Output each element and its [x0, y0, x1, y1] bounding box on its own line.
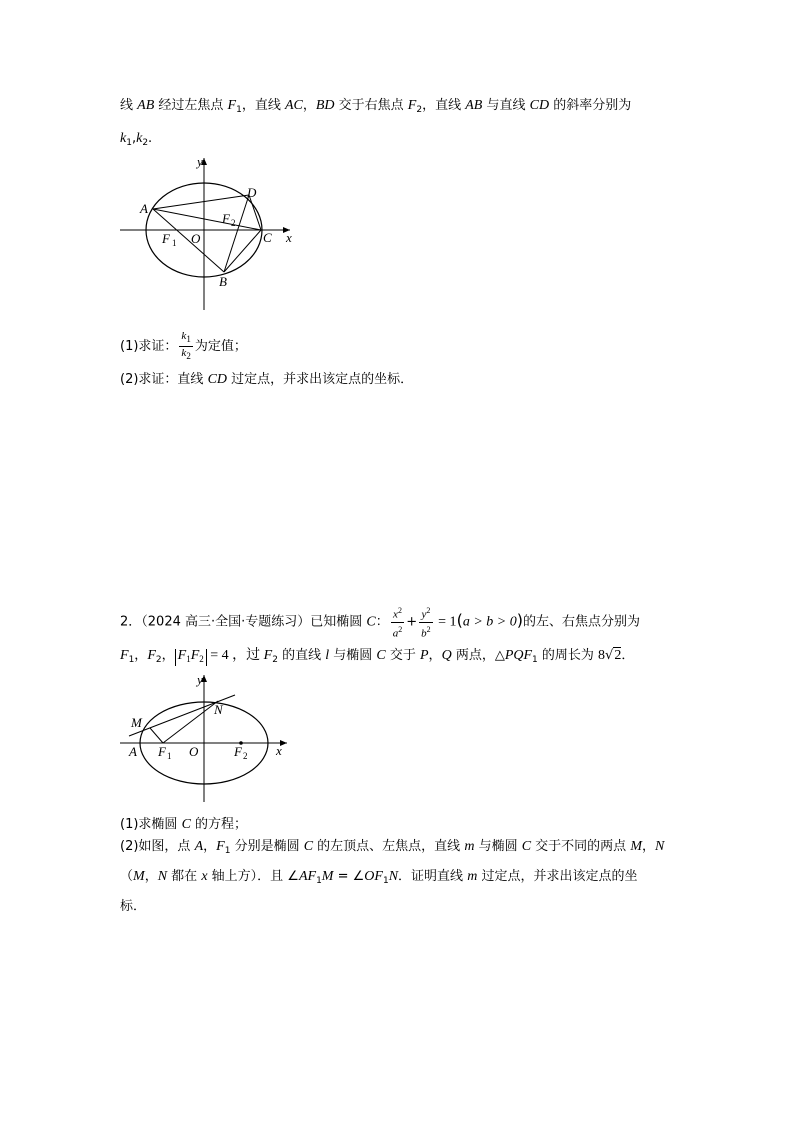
fig2-label-F1-sub: 1 — [167, 751, 172, 761]
p2-line-2: $F_1$，$F_2$， $F_1F_2 = 4$ ，过 $F_2$ 的直线 l 与椭圆 C 交于 P，Q 两点，$\triangle PQF_1$ 的周长为 8√2． — [120, 648, 635, 665]
p1-line-1: 线 AB 经过左焦点 $F_1$，直线 AC，BD 交于右焦点 $F_2$，直线 AB 与直线 CD 的斜率分别为 — [120, 98, 632, 115]
fig1-label-F1-sub: 1 — [172, 238, 177, 248]
fig2-label-F2: F — [234, 744, 242, 759]
p1-line-2: $k_1,k_2$. — [120, 131, 153, 148]
p2-question-2-line-3: 标． — [120, 899, 147, 914]
fig2-label-O: O — [189, 744, 199, 759]
p2-question-2-line-2: （M，N 都在 x 轴上方）．且 $\angle AF_1M$ = $\angle OF_1N$．证明直线 m 过定点，并求出该定点的坐 — [120, 869, 638, 886]
p2-line-1: 2．（2024 高三·全国·专题练习）已知椭圆 C： $\frac{x^2}{a^2}$ + $\frac{y^2}{b^2}$ = 1(a > b > 0)的左、右焦点分别为 — [120, 606, 640, 640]
fig1-label-F2: F — [222, 211, 230, 226]
fig2-label-A: A — [129, 744, 137, 759]
line-MF1 — [150, 728, 163, 743]
ellipse-figure-2 — [115, 670, 295, 805]
fig1-label-B: B — [219, 274, 227, 289]
p1-question-1: (1)求证： $\frac{k_1}{k_2}$ 为定值； — [120, 330, 247, 361]
fraction-k1-k2: $\frac{k_1}{k_2}$ — [181, 330, 191, 361]
fig2-label-x: x — [276, 743, 282, 758]
fig1-label-F2-sub: 2 — [231, 218, 236, 228]
fig2-label-F1: F — [158, 744, 166, 759]
fig1-label-y: y — [197, 154, 203, 169]
fig1-label-C: C — [263, 230, 272, 245]
line-CD — [249, 195, 261, 230]
p1-question-2: (2)求证：直线 CD 过定点，并求出该定点的坐标． — [120, 372, 414, 387]
fig1-label-F1: F — [162, 231, 170, 246]
fig1-label-x: x — [286, 230, 292, 245]
ellipse-figure-1 — [115, 150, 305, 315]
fig2-label-N: N — [214, 702, 223, 717]
line-AD — [153, 195, 249, 209]
fig1-label-D: D — [247, 185, 257, 200]
fig1-label-O: O — [191, 231, 201, 246]
fig1-label-A: A — [140, 201, 148, 216]
fig2-label-y: y — [197, 672, 203, 687]
p2-question-2-line-1: (2)如图，点 A，$F_1$ 分别是椭圆 C 的左顶点、左焦点，直线 m 与椭圆 C 交于不同的两点 M，N — [120, 839, 665, 856]
line-BD — [224, 195, 249, 272]
p2-question-1: (1)求椭圆 C 的方程； — [120, 817, 248, 832]
fig2-label-F2-sub: 2 — [243, 751, 248, 761]
fig2-label-M: M — [131, 715, 142, 730]
line-AC — [153, 209, 261, 230]
